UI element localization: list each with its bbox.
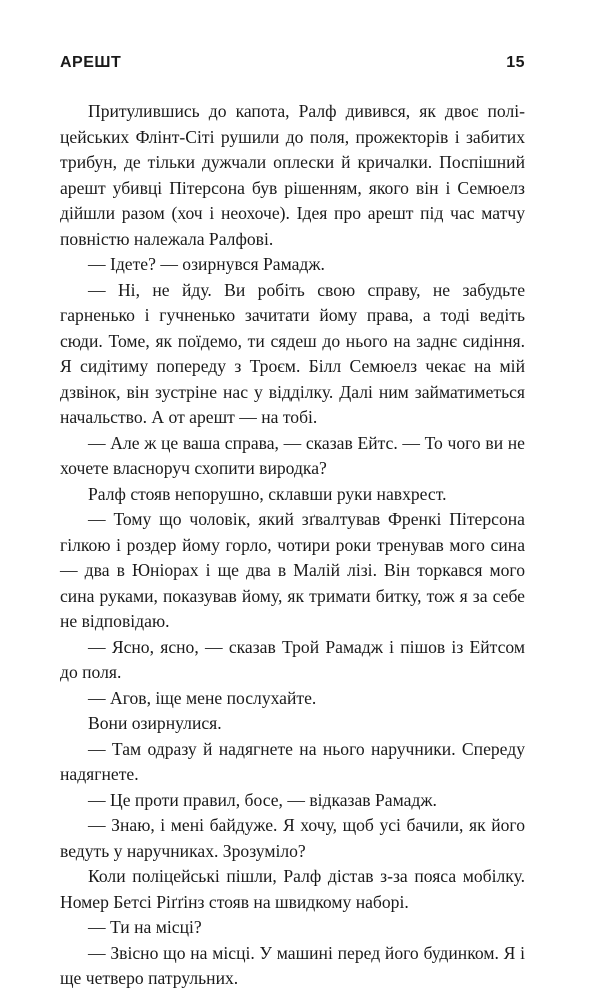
paragraph: Притулившись до капота, Ралф дивився, як двоє поліцейських Флінт-Сіті рушили до поля, прожекторів і забитих трибун, де тільки дужчали оплески й кричалки. Поспішний арешт убивці Пітерсона був рішенням, якого він і Семюелз дійшли разом (хоч і неохоче). Ідея про арешт під час матчу повністю належала Ралфові. — [60, 101, 525, 249]
paragraph: — Там одразу й надягнете на нього наручники. Спереду надягнете. — [60, 738, 525, 784]
chapter-title: АРЕШТ — [60, 54, 122, 71]
paragraph: — Ти на місці? — [88, 917, 202, 937]
paragraph: — Звісно що на місці. У машині перед його будинком. Я і ще четверо патрульних. — [60, 942, 525, 988]
paragraph: Вони озирнулися. — [88, 713, 222, 733]
body-text — [60, 99, 525, 992]
paragraph: — Ясно, ясно, — сказав Трой Рамадж і пішов із Ейтсом до поля. — [60, 636, 525, 682]
paragraph: Ралф стояв непорушно, склавши руки навхрест. — [88, 483, 447, 504]
paragraph: — Це проти правил, босе, — відказав Рамадж. — [88, 789, 437, 810]
paragraph: — Ні, не йду. Ви робіть свою справу, не забудьте гарненько і гучненько зачитати йому права, а тоді ведіть сюди. Томе, як поїдемо, ти сядеш до нього на заднє сидіння. Я сидітиму попереду з Троєм. Білл Семюелз чекає на мій дзвінок, він зустріне нас у відділку. Далі ним займатиметься начальство. А от арешт — на тобі. — [60, 279, 525, 427]
page-number: 15 — [506, 54, 525, 71]
paragraph: Коли поліцейські пішли, Ралф дістав з-за пояса мобілку. Номер Бетсі Ріґґінз стояв на швидкому наборі. — [60, 866, 525, 912]
paragraph: — Тому що чоловік, який зґвалтував Френкі Пітерсона гілкою і роздер йому горло, чотири роки тренував мого сина — два в Юніорах і ще два в Малій лізі. Він торкався мого сина руками, показував йому, як тримати битку, тож я за себе не відповідаю. — [60, 509, 525, 631]
paragraph: — Знаю, і мені байдуже. Я хочу, щоб усі бачили, як його ведуть у наручниках. Зрозуміло? — [60, 815, 525, 861]
paragraph: — Агов, іще мене послухайте. — [88, 687, 317, 708]
paragraph: — Ідете? — озирнувся Рамадж. — [88, 254, 325, 274]
running-head — [60, 54, 525, 78]
paragraph: — Але ж це ваша справа, — сказав Ейтс. — То чого ви не хочете власноруч схопити виродка? — [60, 432, 525, 478]
